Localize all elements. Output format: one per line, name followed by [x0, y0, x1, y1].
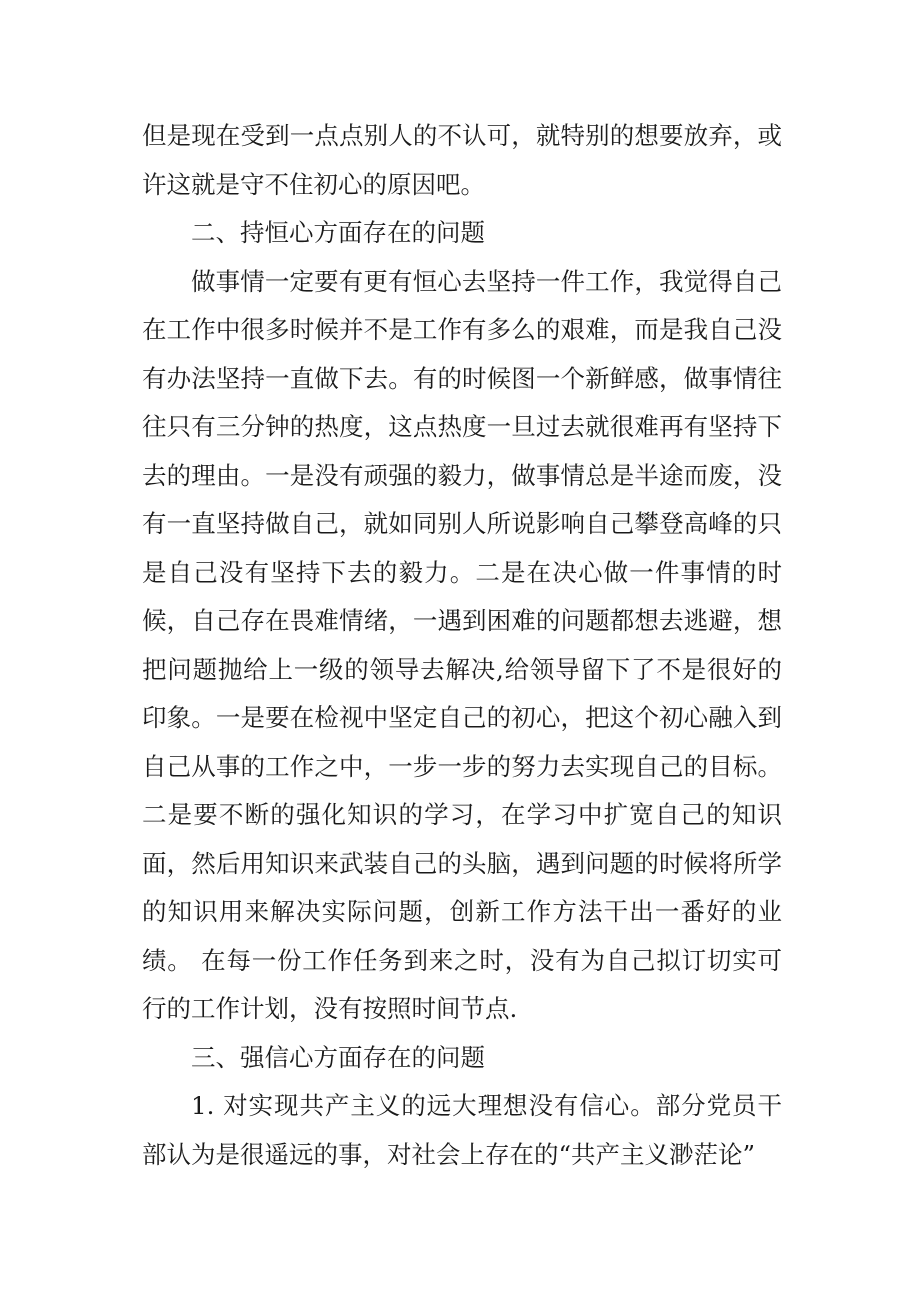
section-heading-perseverance: 二、持恒心方面存在的问题	[191, 218, 485, 247]
paragraph-perseverance: 做事情一定要有更有恒心去坚持一件工作，我觉得自己在工作中很多时候并不是工作有多么的艰难，而是我自己没有办法坚持一直做下去。有的时候图一个新鲜感，做事情往往只有三分钟的热度，这点热度一旦过去就很难再有坚持下去的理由。一是没有顽强的毅力，做事情总是半途而废，没有一直坚持做自己，就如同别人所说影响自己攀登高峰的只是自己没有坚持下去的毅力。二是在决心做一件事情的时候，自己存在畏难情绪，一遇到困难的问题都想去逃避，想把问题抛给上一级的领导去解决,给领导留下了不是很好的印象。一是要在检视中坚定自己的初心，把这个初心融入到自己从事的工作之中，一步一步的努力去实现自己的目标。二是要不断的强化知识的学习，在学习中扩宽自己的知识面，然后用知识来武装自己的头脑，遇到问题的时候将所学的知识用来解决实际问题，创新工作方法干出一番好的业绩。 在每一份工作任务到来之时，没有为自己拟订切实可行的工作计划，没有按照时间节点.	[142, 266, 782, 1023]
document-body	[142, 112, 782, 1179]
section-heading-confidence: 三、强信心方面存在的问题	[191, 1042, 485, 1072]
paragraph-continuation: 但是现在受到一点点别人的不认可，就特别的想要放弃，或许这就是守不住初心的原因吧。	[142, 121, 782, 199]
paragraph-confidence: 1. 对实现共产主义的远大理想没有信心。部分党员干部认为是很遥远的事，对社会上存在的“共产主义渺茫论”	[142, 1091, 782, 1169]
